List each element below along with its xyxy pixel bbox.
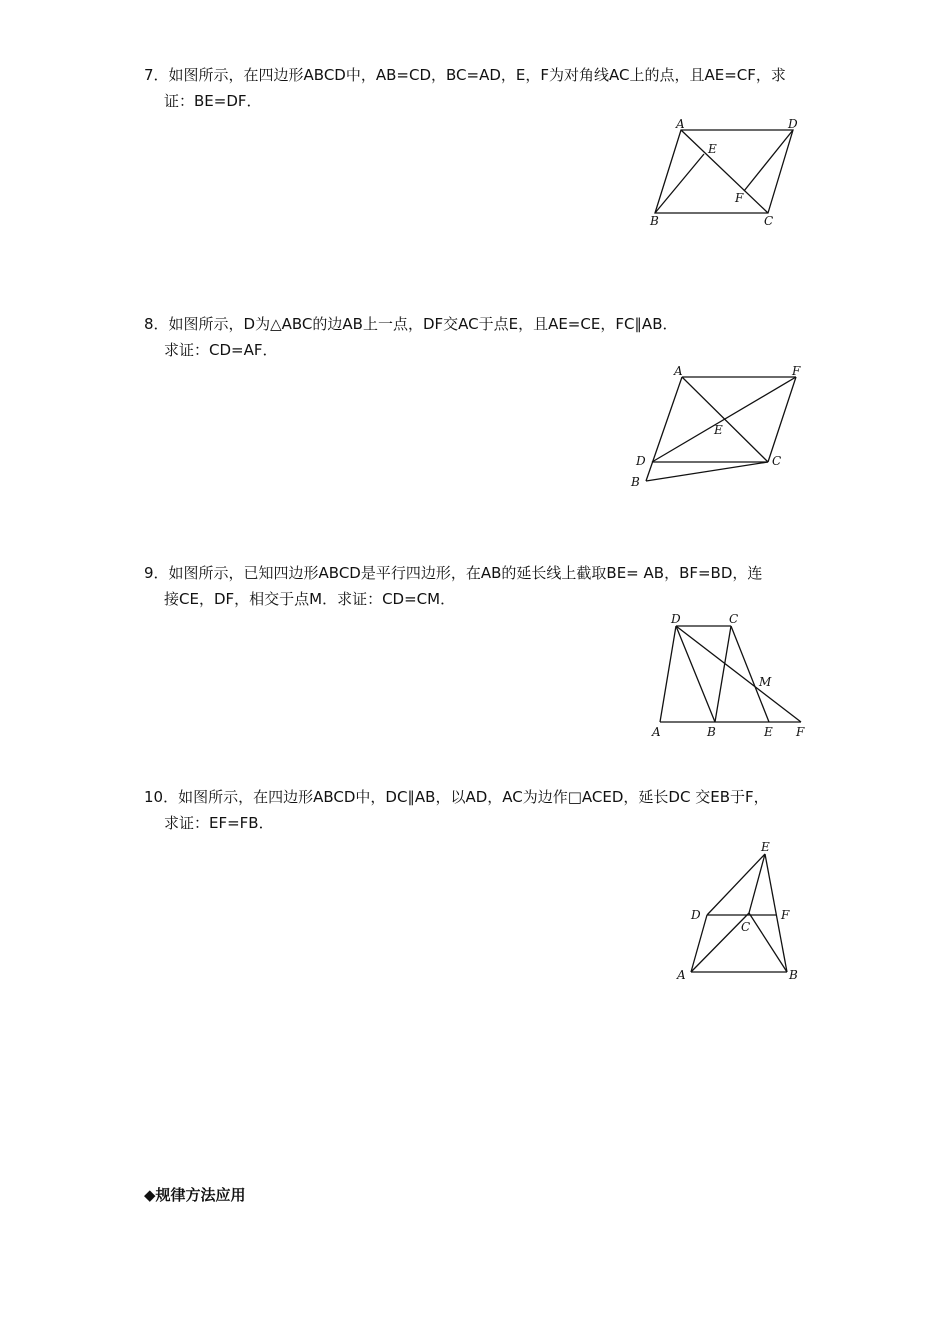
fig10-label-e: E	[761, 840, 770, 854]
problem-10-line-1: 10．如图所示，在四边形ABCD中，DC∥AB，以AD，AC为边作□ACED，延长DC 交EB于F，	[144, 788, 769, 806]
fig9-segment-da	[660, 626, 676, 722]
fig10-label-c: C	[741, 920, 751, 934]
problem-10-line-2: 求证：EF=FB．	[164, 814, 274, 832]
fig10-label-a: A	[677, 968, 686, 982]
fig8-label-f: F	[792, 364, 801, 378]
fig8-label-a: A	[674, 364, 683, 378]
fig8-segment-bc	[646, 462, 768, 481]
figure-10	[665, 835, 815, 990]
fig9-label-c: C	[729, 612, 739, 626]
figure-7	[640, 115, 820, 230]
figure-9	[645, 608, 820, 743]
fig9-label-f: F	[796, 725, 805, 739]
fig7-label-a: A	[676, 117, 685, 131]
fig9-label-m: M	[759, 675, 772, 689]
problem-7-line-1: 7．如图所示，在四边形ABCD中，AB=CD，BC=AD，E，F为对角线AC上的点，且AE=CF，求	[144, 66, 786, 84]
fig9-label-b: B	[707, 725, 716, 739]
fig7-segment-be	[655, 154, 704, 213]
fig7-label-b: B	[650, 214, 659, 228]
fig9-label-e: E	[764, 725, 773, 739]
fig10-label-d: D	[691, 908, 701, 922]
section-title: ◆规律方法应用	[144, 1186, 246, 1204]
fig10-label-f: F	[781, 908, 790, 922]
fig7-label-d: D	[788, 117, 798, 131]
fig7-label-e: E	[708, 142, 717, 156]
problem-7-line-2: 证：BE=DF．	[164, 92, 262, 110]
figure-8	[620, 360, 820, 495]
fig8-label-d: D	[636, 454, 646, 468]
fig8-label-c: C	[772, 454, 782, 468]
problem-9-line-1: 9．如图所示，已知四边形ABCD是平行四边形，在AB的延长线上截取BE= AB，BF=BD，连	[144, 564, 763, 582]
fig9-label-d: D	[671, 612, 681, 626]
fig8-segment-ab	[646, 377, 682, 481]
problem-9-line-2: 接CE，DF，相交于点M．求证：CD=CM．	[164, 590, 456, 608]
fig7-segment-df	[744, 130, 793, 191]
fig7-label-f: F	[735, 191, 744, 205]
fig9-segment-cb	[715, 626, 731, 722]
fig7-diagonal-ac	[681, 130, 768, 213]
fig9-segment-df	[676, 626, 801, 722]
fig10-label-b: B	[789, 968, 798, 982]
fig8-segment-df	[652, 377, 796, 462]
fig7-label-c: C	[764, 214, 774, 228]
fig8-label-e: E	[714, 423, 723, 437]
fig8-label-b: B	[631, 475, 640, 489]
problem-8-line-1: 8．如图所示，D为△ABC的边AB上一点，DF交AC于点E，且AE=CE，FC∥AB．	[144, 315, 678, 333]
problem-8-line-2: 求证：CD=AF．	[164, 341, 278, 359]
fig8-segment-fc	[768, 377, 796, 462]
fig9-label-a: A	[652, 725, 661, 739]
fig9-segment-ce	[731, 626, 769, 722]
